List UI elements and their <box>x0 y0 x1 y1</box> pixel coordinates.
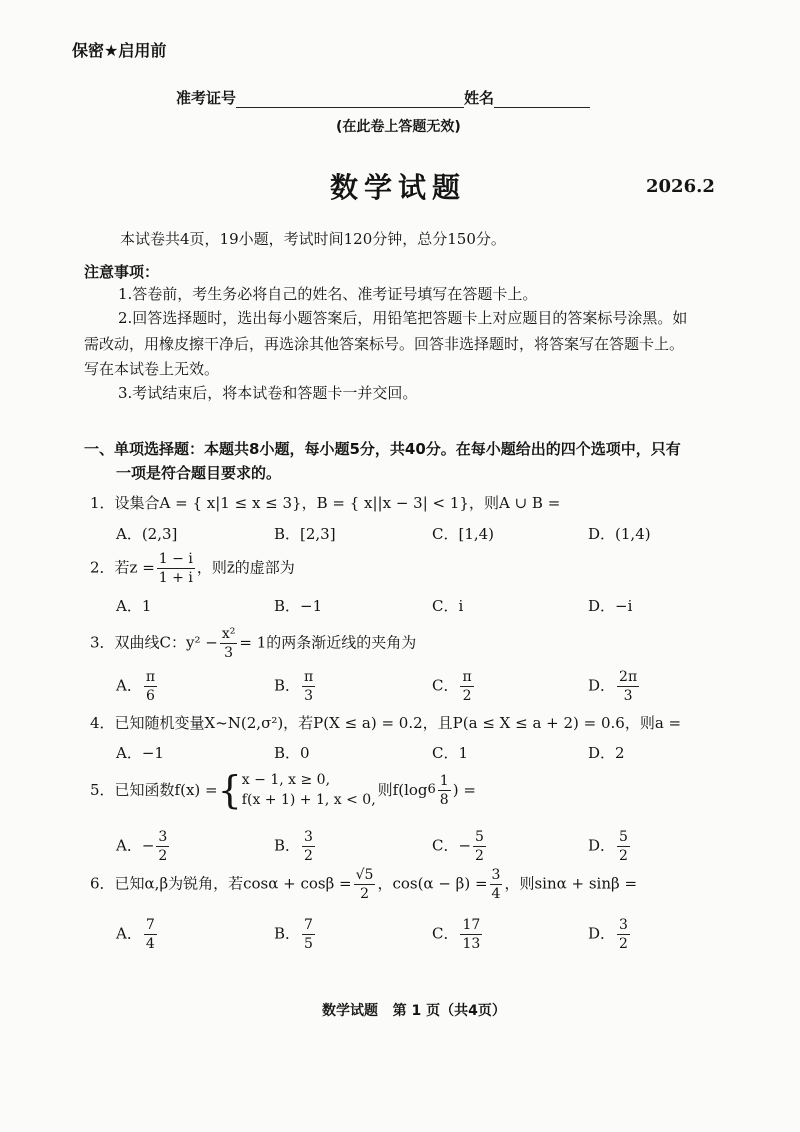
footer-page-number: 第 1 页（共4页） <box>392 1003 506 1019</box>
exam-date: 2026.2 <box>646 176 715 197</box>
exam-id-row <box>176 87 590 108</box>
q3-option-d[interactable]: D． $\frac{2\pi}{3}$ <box>588 669 638 704</box>
piecewise-cases: x − 1, x ≥ 0, f(x + 1) + 1, x < 0, <box>241 772 376 808</box>
name-blank[interactable] <box>494 89 590 108</box>
q1-option-c[interactable]: C．[1,4) <box>432 525 495 543</box>
question-3-stem: 3．双曲线C：y² − $\frac{\text{x²}}{3}$ = 1的两条渐近线的夹角为 <box>90 626 417 661</box>
q1-option-b[interactable]: B．[2,3] <box>274 525 336 543</box>
exam-intro: 本试卷共4页，19小题，考试时间120分钟，总分150分。 <box>120 230 506 248</box>
q1-option-a[interactable]: A．(2,3] <box>116 525 178 543</box>
q3-fraction: $\frac{\text{x²}}{3}$ <box>221 626 236 661</box>
question-1-stem: 1．设集合A = { x|1 ≤ x ≤ 3}，B = { x||x − 3| < 1}，则A ∪ B = <box>90 494 561 512</box>
note-item-2-cont: 需改动，用橡皮擦干净后，再选涂其他答案标号。回答非选择题时，将答案写在答题卡上。 <box>84 335 685 353</box>
q6-fraction-1: $\frac{√5}{2}$ <box>355 867 374 902</box>
question-2-stem: 2．若z = $\frac{1 - i}{1 + i}$ ，则z̄的虚部为 <box>90 551 295 586</box>
q6-option-c[interactable]: C． $\frac{17}{13}$ <box>432 917 481 952</box>
q3-option-c[interactable]: C． $\frac{\pi}{2}$ <box>432 669 472 704</box>
exam-id-blank[interactable] <box>236 89 464 108</box>
question-4-stem: 4．已知随机变量X~N(2,σ²)，若P(X ≤ a) = 0.2，且P(a ≤ X ≤ a + 2) = 0.6，则a = <box>90 714 682 732</box>
q2-option-a[interactable]: A．1 <box>116 597 152 615</box>
q4-option-a[interactable]: A．−1 <box>116 744 164 762</box>
q2-option-c[interactable]: C．i <box>432 597 464 615</box>
q5-option-a[interactable]: A．− $\frac{3}{2}$ <box>116 829 168 864</box>
q6-fraction-2: $\frac{3}{4}$ <box>491 867 501 902</box>
q5-fraction: $\frac{1}{8}$ <box>439 772 449 808</box>
q4-option-d[interactable]: D．2 <box>588 744 625 762</box>
invalid-notice: (在此卷上答题无效) <box>336 119 461 135</box>
q5-option-b[interactable]: B． $\frac{3}{2}$ <box>274 829 313 864</box>
q2-option-b[interactable]: B．−1 <box>274 597 323 615</box>
q4-option-b[interactable]: B．0 <box>274 744 310 762</box>
note-item-2: 2.回答选择题时，选出每小题答案后，用铅笔把答题卡上对应题目的答案标号涂黑。如 <box>118 309 688 327</box>
section1-heading-cont: 一项是符合题目要求的。 <box>116 464 282 482</box>
q1-option-d[interactable]: D．(1,4) <box>588 525 651 543</box>
q2-fraction: $\frac{1 - i}{1 + i}$ <box>158 551 193 586</box>
q3-option-b[interactable]: B． $\frac{\pi}{3}$ <box>274 669 314 704</box>
notes-heading: 注意事项： <box>84 263 160 281</box>
q5-option-d[interactable]: D． $\frac{5}{2}$ <box>588 829 628 864</box>
exam-title: 数学试题 <box>330 171 467 204</box>
question-5-stem: 5．已知函数f(x) = { x − 1, x ≥ 0, f(x + 1) + 1, x < 0, 则f(log 6 $\frac{1}{8}$ ) = <box>90 768 476 812</box>
q4-option-c[interactable]: C．1 <box>432 744 469 762</box>
q6-option-b[interactable]: B． $\frac{7}{5}$ <box>274 917 313 952</box>
piecewise-brace: { <box>217 768 242 812</box>
footer-subject: 数学试题 <box>322 1003 378 1019</box>
q2-option-d[interactable]: D．−i <box>588 597 633 615</box>
question-6-stem: 6．已知α,β为锐角，若cosα + cosβ = $\frac{√5}{2}$ ，cos(α − β) = $\frac{3}{4}$ ，则sinα + sinβ = <box>90 867 638 902</box>
section1-heading: 一、单项选择题：本题共8小题，每小题5分，共40分。在每小题给出的四个选项中，只有 <box>84 440 681 458</box>
name-label: 姓名 <box>464 89 495 107</box>
q5-option-c[interactable]: C．− $\frac{5}{2}$ <box>432 829 484 864</box>
note-item-2-end: 写在本试卷上无效。 <box>84 360 220 378</box>
exam-id-label: 准考证号 <box>176 89 237 107</box>
note-item-3: 3.考试结束后，将本试卷和答题卡一并交回。 <box>118 384 418 402</box>
confidential-label: 保密★启用前 <box>72 41 167 60</box>
q6-option-d[interactable]: D． $\frac{3}{2}$ <box>588 917 628 952</box>
note-item-1: 1.答卷前，考生务必将自己的姓名、准考证号填写在答题卡上。 <box>118 285 538 303</box>
page-footer <box>322 1000 506 1020</box>
q3-option-a[interactable]: A． $\frac{\pi}{6}$ <box>116 669 156 704</box>
q6-option-a[interactable]: A． $\frac{7}{4}$ <box>116 917 155 952</box>
